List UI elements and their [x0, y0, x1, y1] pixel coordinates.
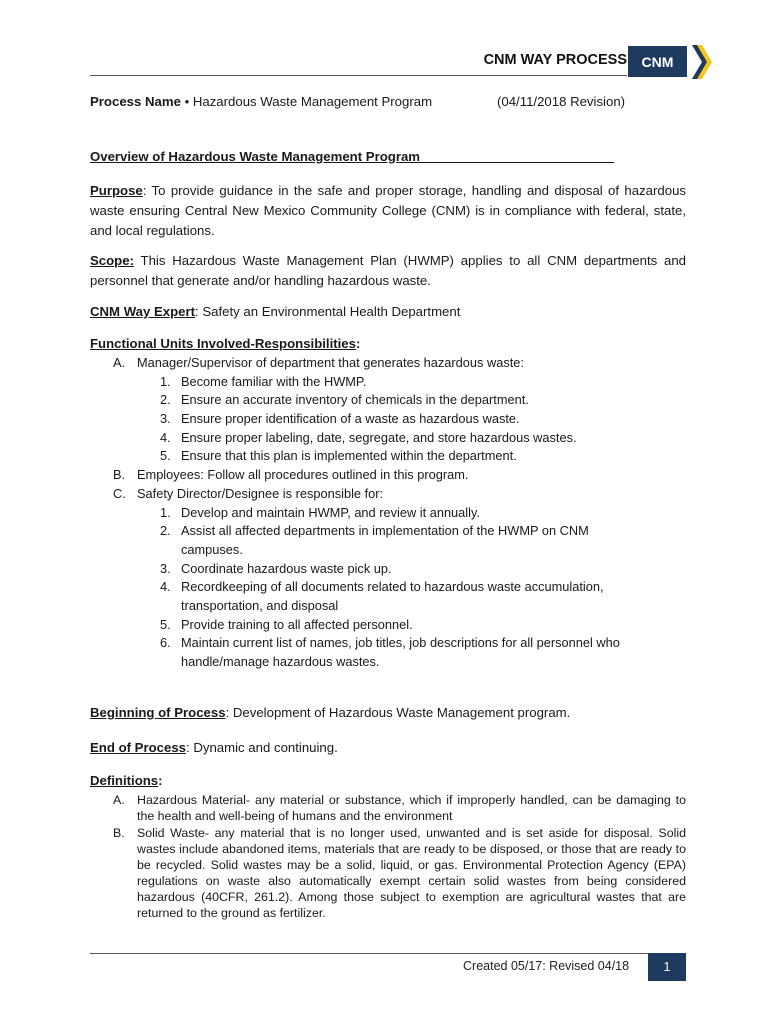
list-item-text: Employees: Follow all procedures outlined in this program.: [137, 467, 469, 482]
list-marker: 3.: [160, 411, 171, 426]
list-item-text: Manager/Supervisor of department that generates hazardous waste:: [137, 355, 524, 370]
list-marker: B.: [113, 467, 126, 482]
list-item-text: Ensure proper identification of a waste as hazardous waste.: [181, 411, 520, 426]
list-item-text: Assist all affected departments in implementation of the HWMP on CNM: [181, 523, 589, 538]
purpose-paragraph: [90, 181, 686, 241]
list-marker: 2.: [160, 392, 171, 407]
chevron-arrow-icon: [690, 45, 712, 79]
list-item-text: Develop and maintain HWMP, and review it annually.: [181, 505, 480, 520]
list-item-text: transportation, and disposal: [181, 598, 339, 613]
scope-paragraph: [90, 251, 686, 291]
list-marker: 2.: [160, 523, 171, 538]
list-item-text: Ensure that this plan is implemented within the department.: [181, 448, 517, 463]
definitions-list: [0, 792, 770, 942]
list-marker: 1.: [160, 505, 171, 520]
end-of-process: [90, 738, 686, 758]
list-marker: 3.: [160, 561, 171, 576]
purpose-text: : To provide guidance in the safe and proper storage, handling and disposal of hazardous waste ensuring Central New Mexico Community College (CNM) is in compliance with federal, state, and local regulations.: [90, 183, 686, 238]
list-item: A.: [113, 355, 126, 370]
cnm-logo-badge: CNM: [628, 46, 687, 77]
definition-hazardous-material: Hazardous Material- any material or substance, which if improperly handled, can be damaging to the health and well-being of humans and the environment: [137, 793, 686, 823]
footer-divider: [90, 953, 686, 954]
list-marker: 5.: [160, 448, 171, 463]
list-item-text: campuses.: [181, 542, 243, 557]
definition-solid-waste: Solid Waste- any material that is no longer used, unwanted and is set aside for disposal. Solid wastes include abandoned items, materials that are ready to be disposed, or those that are ready to be recycled. Solid wastes may be a solid, liquid, or gas. Environmental Protection Agency (EPA) regulations on waste also automatically exempt certain solid wastes from being considered hazardous (40CFR, 261.2). Among those subject to exemption are agricultural wastes that are returned to the ground as fertilizer.: [137, 826, 686, 920]
list-item-text: Recordkeeping of all documents related to hazardous waste accumulation,: [181, 579, 604, 594]
list-marker: 4.: [160, 430, 171, 445]
functional-units-heading: Functional Units Involved-Responsibilities:: [90, 336, 361, 351]
overview-heading: Overview of Hazardous Waste Management Program: [90, 149, 421, 164]
list-item-text: Coordinate hazardous waste pick up.: [181, 561, 392, 576]
process-name: Hazardous Waste Management Program: [192, 94, 433, 109]
list-marker: B.: [113, 826, 125, 840]
scope-text: This Hazardous Waste Management Plan (HWMP) applies to all CNM departments and personnel that generate and/or handling hazardous waste.: [90, 253, 686, 288]
end-label: End of Process: [90, 740, 187, 755]
expert-text: : Safety an Environmental Health Department: [195, 304, 461, 319]
purpose-label: Purpose: [90, 183, 143, 198]
beginning-of-process: [90, 703, 686, 723]
end-text: : Dynamic and continuing.: [186, 740, 338, 755]
functional-units-list: [0, 354, 770, 684]
list-item-text: Maintain current list of names, job titles, job descriptions for all personnel who: [181, 635, 620, 650]
scope-label: Scope:: [90, 253, 134, 268]
list-marker: C.: [113, 486, 126, 501]
list-item-text: Safety Director/Designee is responsible for:: [137, 486, 384, 501]
page-number: 1: [648, 953, 686, 981]
list-item-text: handle/manage hazardous wastes.: [181, 654, 380, 669]
beginning-label: Beginning of Process: [90, 705, 226, 720]
list-item-text: Become familiar with the HWMP.: [181, 374, 367, 389]
header-title: CNM WAY PROCESS: [483, 52, 627, 68]
process-name-label: Process Name: [90, 94, 181, 109]
list-marker: A.: [113, 793, 125, 807]
footer-created-revised: Created 05/17: Revised 04/18: [463, 959, 630, 973]
expert-label: CNM Way Expert: [90, 304, 196, 319]
list-item-text: Ensure an accurate inventory of chemicals in the department.: [181, 392, 529, 407]
expert-paragraph: [90, 302, 686, 322]
list-marker: 4.: [160, 579, 171, 594]
definitions-heading: Definitions:: [90, 773, 163, 788]
process-name-line: Process Name • Hazardous Waste Management Program: [90, 94, 433, 109]
beginning-text: : Development of Hazardous Waste Management program.: [225, 705, 571, 720]
list-marker: 1.: [160, 374, 171, 389]
list-marker: 5.: [160, 617, 171, 632]
list-item-text: Provide training to all affected personnel.: [181, 617, 413, 632]
list-marker: 6.: [160, 635, 171, 650]
header-divider: [90, 75, 627, 76]
revision-date: (04/11/2018 Revision): [497, 94, 626, 109]
list-item-text: Ensure proper labeling, date, segregate, and store hazardous wastes.: [181, 430, 577, 445]
